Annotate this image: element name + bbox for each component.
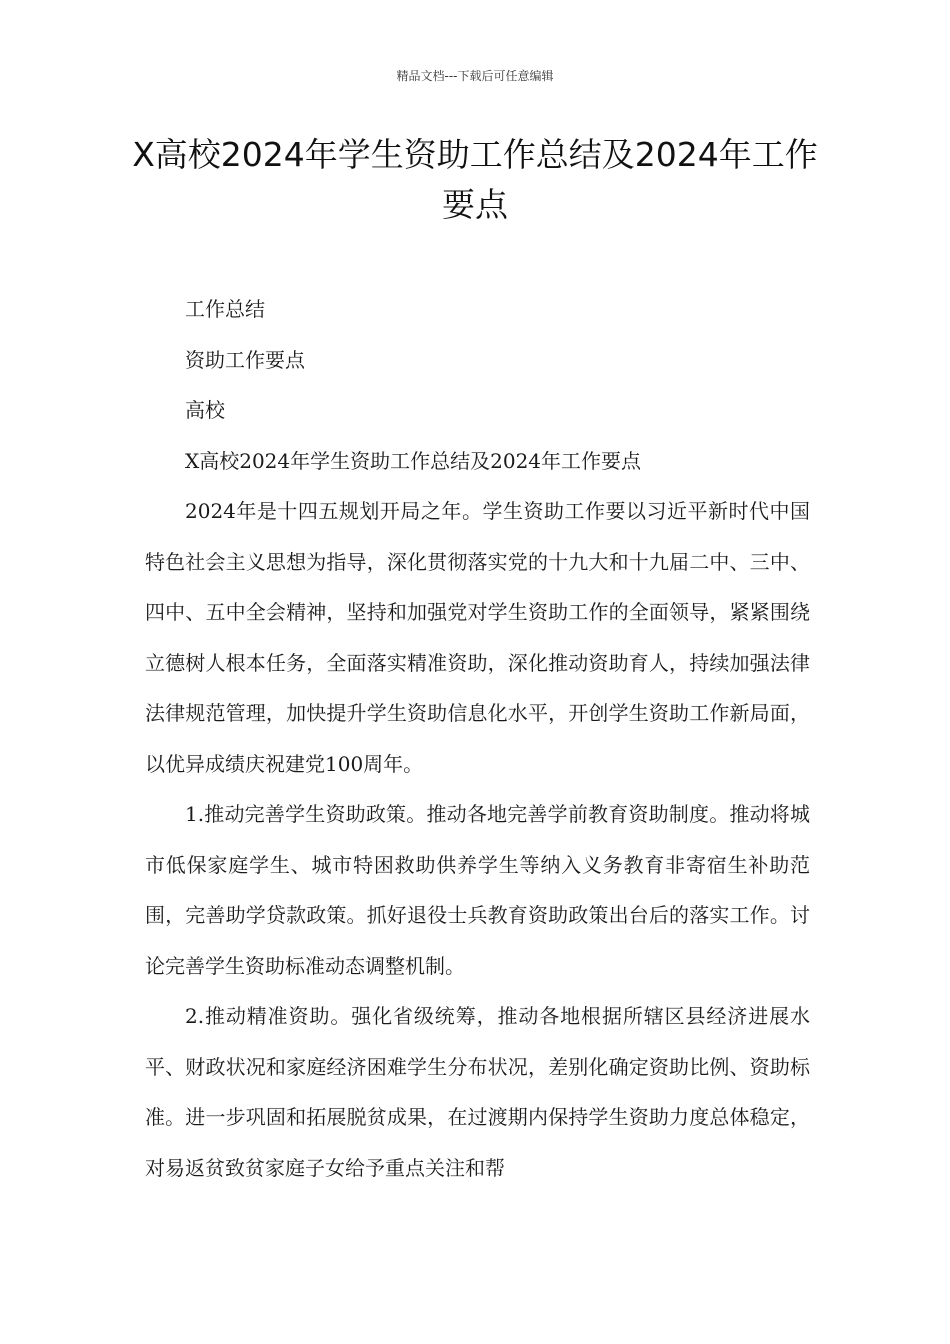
paragraph-1: 1.推动完善学生资助政策。推动各地完善学前教育资助制度。推动将城市低保家庭学生、城市特困救助供养学生等纳入义务教育非寄宿生补助范围，完善助学贷款政策。抓好退役士兵教育资助政策出台后的落实工作。讨论完善学生资助标准动态调整机制。: [145, 802, 810, 978]
document-title: X高校2024年学生资助工作总结及2024年工作要点: [132, 135, 818, 224]
paragraph-2: 2.推动精准资助。强化省级统筹，推动各地根据所辖区县经济进展水平、财政状况和家庭经济困难学生分布状况，差别化确定资助比例、资助标准。进一步巩固和拓展脱贫成果，在过渡期内保持学生资助力度总体稳定，对易返贫致贫家庭子女给予重点关注和帮: [145, 1004, 810, 1180]
document-body: [145, 284, 810, 1193]
paragraph-intro: 2024年是十四五规划开局之年。学生资助工作要以习近平新时代中国特色社会主义思想为指导，深化贯彻落实党的十九大和十九届二中、三中、四中、五中全会精神，坚持和加强党对学生资助工作的全面领导，紧紧围绕立德树人根本任务，全面落实精准资助，深化推动资助育人，持续加强法律法律规范管理，加快提升学生资助信息化水平，开创学生资助工作新局面，以优异成绩庆祝建党100周年。: [145, 499, 810, 776]
header-note: 精品文档---下载后可任意编辑: [396, 69, 554, 83]
keyword-3: 高校: [185, 398, 225, 422]
keyword-1: 工作总结: [185, 297, 265, 321]
subtitle: X高校2024年学生资助工作总结及2024年工作要点: [185, 448, 642, 473]
keyword-2: 资助工作要点: [185, 347, 305, 372]
